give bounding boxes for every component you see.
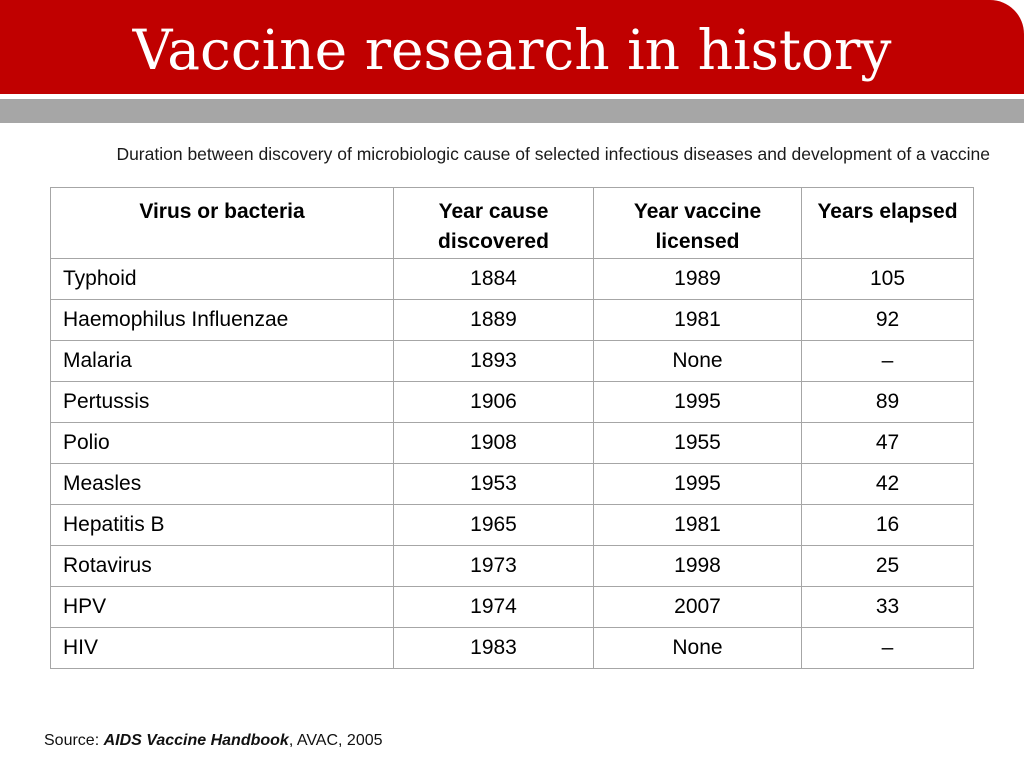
table-row: [51, 382, 974, 423]
year-licensed-cell: 2007: [594, 587, 802, 628]
pathogen-cell: Rotavirus: [51, 546, 394, 587]
year-discovered-cell: 1893: [394, 341, 594, 382]
year-discovered-cell: 1973: [394, 546, 594, 587]
table-row: [51, 259, 974, 300]
year-licensed-cell: None: [594, 341, 802, 382]
table-row: [51, 628, 974, 669]
table-row: [51, 587, 974, 628]
year-licensed-cell: 1995: [594, 464, 802, 505]
years-elapsed-cell: 42: [802, 464, 974, 505]
year-licensed-cell: None: [594, 628, 802, 669]
table-body: [51, 259, 974, 669]
pathogen-cell: Pertussis: [51, 382, 394, 423]
years-elapsed-cell: 33: [802, 587, 974, 628]
year-licensed-cell: 1981: [594, 300, 802, 341]
table-row: [51, 341, 974, 382]
table-row: [51, 546, 974, 587]
source-prefix: Source:: [44, 732, 104, 749]
table-row: [51, 464, 974, 505]
year-licensed-cell: 1995: [594, 382, 802, 423]
year-discovered-cell: 1889: [394, 300, 594, 341]
column-header-year-licensed: Year vaccine licensed: [594, 188, 802, 259]
table-row: [51, 505, 974, 546]
source-citation: [44, 732, 383, 750]
header-divider: [0, 99, 1024, 123]
year-licensed-cell: 1981: [594, 505, 802, 546]
year-discovered-cell: 1908: [394, 423, 594, 464]
year-discovered-cell: 1884: [394, 259, 594, 300]
year-discovered-cell: 1906: [394, 382, 594, 423]
year-licensed-cell: 1989: [594, 259, 802, 300]
pathogen-cell: Typhoid: [51, 259, 394, 300]
years-elapsed-cell: 47: [802, 423, 974, 464]
source-suffix: , AVAC, 2005: [288, 732, 383, 749]
year-discovered-cell: 1953: [394, 464, 594, 505]
pathogen-cell: Measles: [51, 464, 394, 505]
year-licensed-cell: 1998: [594, 546, 802, 587]
title-bar: [0, 0, 1024, 94]
year-discovered-cell: 1965: [394, 505, 594, 546]
years-elapsed-cell: 92: [802, 300, 974, 341]
page-title: Vaccine research in history: [132, 18, 892, 82]
years-elapsed-cell: 89: [802, 382, 974, 423]
table-row: [51, 423, 974, 464]
years-elapsed-cell: 25: [802, 546, 974, 587]
pathogen-cell: Haemophilus Influenzae: [51, 300, 394, 341]
column-header-years-elapsed: Years elapsed: [802, 188, 974, 259]
table-caption: Duration between discovery of microbiologic cause of selected infectious diseases and development of a vaccine: [116, 144, 990, 164]
pathogen-cell: Malaria: [51, 341, 394, 382]
source-title: AIDS Vaccine Handbook: [103, 732, 289, 749]
year-discovered-cell: 1983: [394, 628, 594, 669]
years-elapsed-cell: –: [802, 341, 974, 382]
years-elapsed-cell: 105: [802, 259, 974, 300]
years-elapsed-cell: 16: [802, 505, 974, 546]
table-header-row: [51, 188, 974, 259]
years-elapsed-cell: –: [802, 628, 974, 669]
pathogen-cell: HIV: [51, 628, 394, 669]
year-licensed-cell: 1955: [594, 423, 802, 464]
year-discovered-cell: 1974: [394, 587, 594, 628]
vaccine-table: [50, 187, 974, 669]
pathogen-cell: HPV: [51, 587, 394, 628]
pathogen-cell: Polio: [51, 423, 394, 464]
table-row: [51, 300, 974, 341]
column-header-year-discovered: Year cause discovered: [394, 188, 594, 259]
column-header-pathogen: Virus or bacteria: [51, 188, 394, 259]
pathogen-cell: Hepatitis B: [51, 505, 394, 546]
